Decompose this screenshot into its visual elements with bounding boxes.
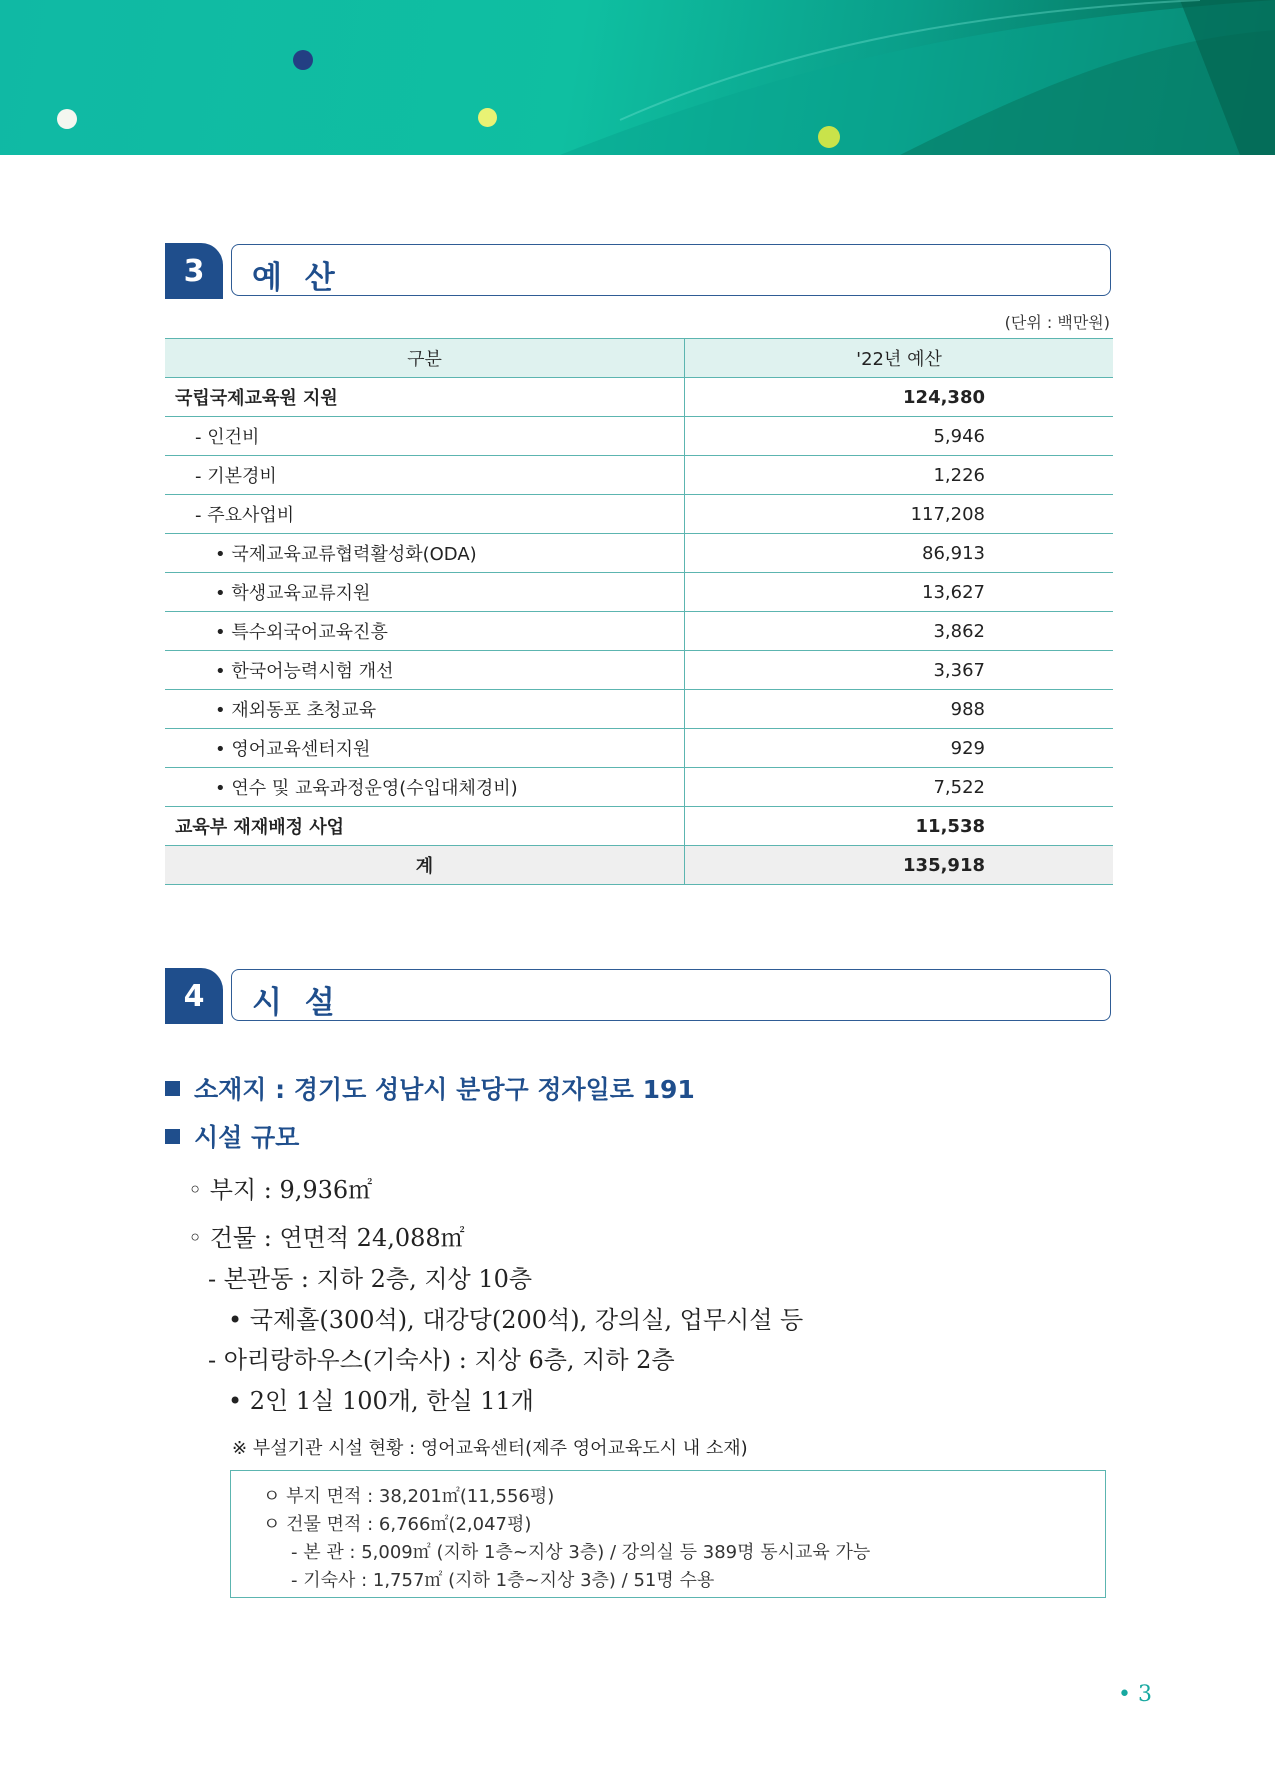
table-row — [165, 729, 1113, 768]
decor-dot-lime — [818, 126, 840, 148]
section-4-title-box — [231, 969, 1111, 1021]
header-banner — [0, 0, 1275, 155]
row-value: 5,946 — [685, 417, 1114, 456]
square-bullet-icon — [165, 1081, 180, 1096]
row-label: • 특수외국어교육진흥 — [165, 612, 685, 651]
box-line: ㅇ 부지 면적 : 38,201㎡(11,556평) — [263, 1486, 555, 1507]
facility-item: - 아리랑하우스(기숙사) : 지상 6층, 지하 2층 — [208, 1346, 675, 1374]
row-value: 124,380 — [685, 378, 1114, 417]
table-total-row — [165, 846, 1113, 885]
section-3-title-box — [231, 244, 1111, 296]
total-value: 135,918 — [685, 846, 1114, 885]
table-row — [165, 378, 1113, 417]
location-text: 소재지 : 경기도 성남시 분당구 정자일로 191 — [194, 1075, 695, 1104]
row-label: • 영어교육센터지원 — [165, 729, 685, 768]
banner-decoration — [0, 0, 1275, 155]
table-row — [165, 534, 1113, 573]
row-value: 3,367 — [685, 651, 1114, 690]
budget-table — [165, 338, 1113, 885]
decor-dot-white — [57, 109, 77, 129]
budget-unit: (단위 : 백만원) — [1004, 313, 1110, 332]
annex-info-box — [230, 1470, 1106, 1598]
table-row — [165, 417, 1113, 456]
row-label: • 학생교육교류지원 — [165, 573, 685, 612]
facility-item: ◦ 부지 : 9,936㎡ — [188, 1176, 373, 1204]
row-value: 988 — [685, 690, 1114, 729]
row-value: 7,522 — [685, 768, 1114, 807]
section-3-number: 3 — [165, 243, 223, 299]
table-row — [165, 495, 1113, 534]
box-line: - 본 관 : 5,009㎡ (지하 1층~지상 3층) / 강의실 등 389명 동시교육 가능 — [291, 1542, 871, 1563]
box-line: - 기숙사 : 1,757㎡ (지하 1층~지상 3층) / 51명 수용 — [291, 1570, 715, 1591]
row-value: 86,913 — [685, 534, 1114, 573]
row-label: • 연수 및 교육과정운영(수입대체경비) — [165, 768, 685, 807]
row-value: 13,627 — [685, 573, 1114, 612]
section-3-title: 예 산 — [252, 260, 341, 296]
table-row — [165, 573, 1113, 612]
table-row — [165, 651, 1113, 690]
decor-dot-navy — [293, 50, 313, 70]
section-4-number: 4 — [165, 968, 223, 1024]
page-number: • 3 — [1118, 1682, 1152, 1707]
table-row — [165, 456, 1113, 495]
row-label: - 기본경비 — [165, 456, 685, 495]
total-label: 계 — [165, 846, 685, 885]
square-bullet-icon — [165, 1129, 180, 1144]
row-value: 3,862 — [685, 612, 1114, 651]
row-value: 1,226 — [685, 456, 1114, 495]
table-row — [165, 807, 1113, 846]
facility-item: - 본관동 : 지하 2층, 지상 10층 — [208, 1265, 533, 1293]
row-value: 929 — [685, 729, 1114, 768]
annex-note: ※ 부설기관 시설 현황 : 영어교육센터(제주 영어교육도시 내 소재) — [232, 1438, 748, 1459]
facility-item: • 2인 1실 100개, 한실 11개 — [228, 1387, 534, 1415]
row-label: - 주요사업비 — [165, 495, 685, 534]
row-label: - 인건비 — [165, 417, 685, 456]
row-value: 11,538 — [685, 807, 1114, 846]
table-row — [165, 768, 1113, 807]
location-line — [165, 1070, 695, 1106]
row-label: • 재외동포 초청교육 — [165, 690, 685, 729]
header-budget: '22년 예산 — [685, 339, 1114, 378]
row-value: 117,208 — [685, 495, 1114, 534]
facility-item: ◦ 건물 : 연면적 24,088㎡ — [188, 1224, 465, 1252]
row-label: 국립국제교육원 지원 — [165, 378, 685, 417]
facility-item: • 국제홀(300석), 대강당(200석), 강의실, 업무시설 등 — [228, 1306, 804, 1334]
decor-dot-yellow — [478, 108, 497, 127]
row-label: 교육부 재재배정 사업 — [165, 807, 685, 846]
box-line: ㅇ 건물 면적 : 6,766㎡(2,047평) — [263, 1514, 532, 1535]
section-4-title: 시 설 — [252, 985, 341, 1021]
table-header-row — [165, 339, 1113, 378]
scale-title: 시설 규모 — [194, 1123, 300, 1152]
row-label: • 국제교육교류협력활성화(ODA) — [165, 534, 685, 573]
row-label: • 한국어능력시험 개선 — [165, 651, 685, 690]
header-category: 구분 — [165, 339, 685, 378]
table-row — [165, 612, 1113, 651]
scale-heading — [165, 1118, 299, 1154]
table-row — [165, 690, 1113, 729]
